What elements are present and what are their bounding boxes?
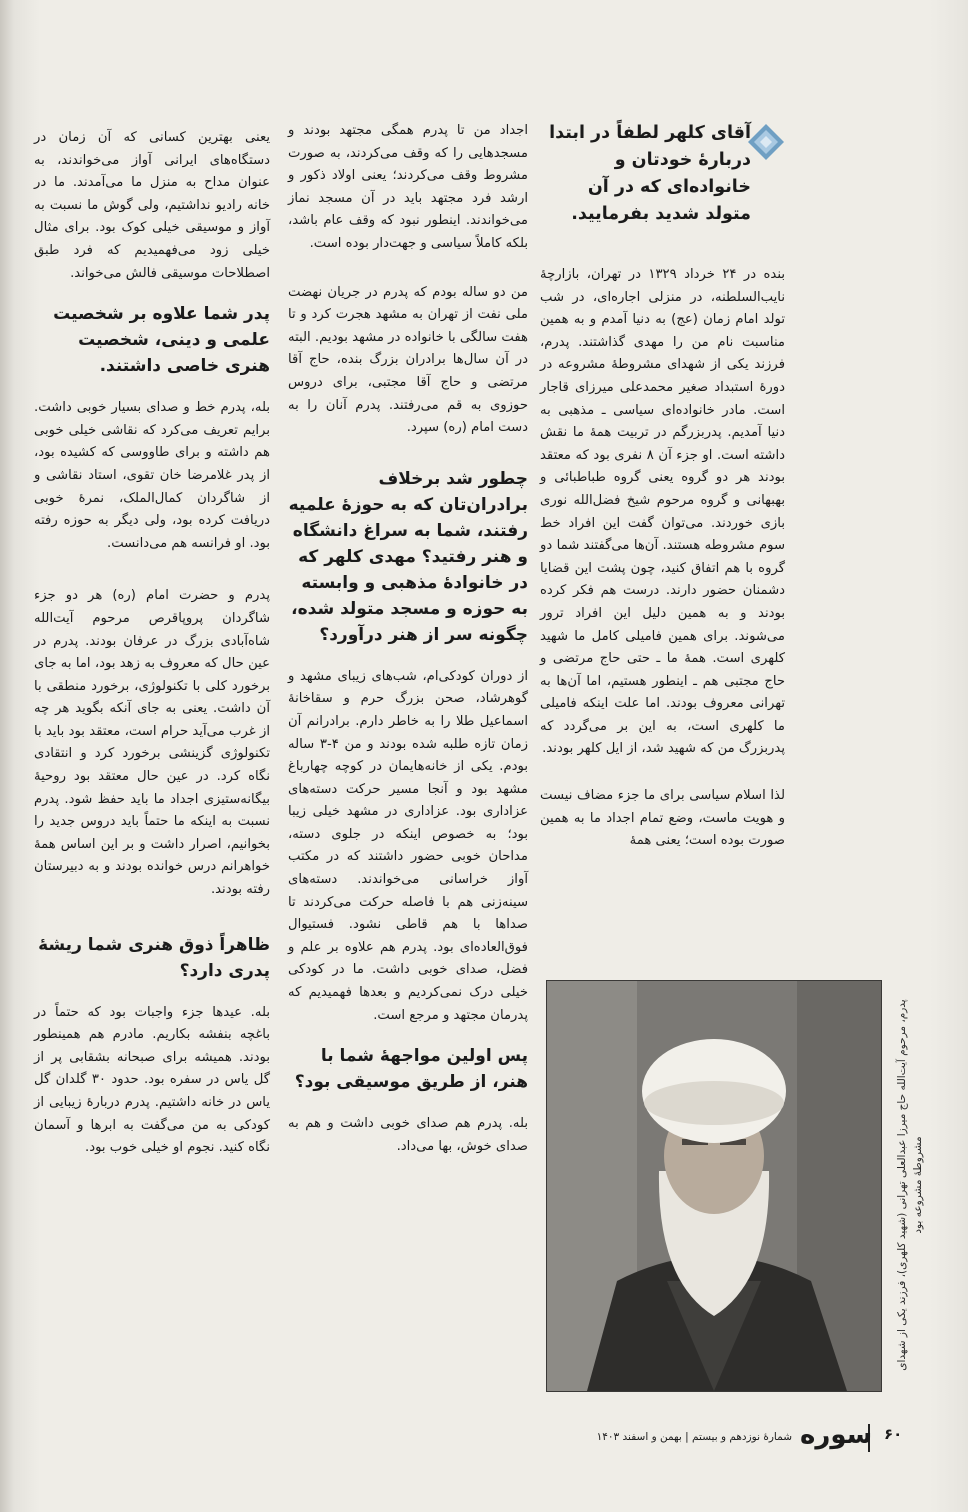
issue-info (592, 1430, 792, 1444)
answer-paragraph: اجداد من تا پدرم همگی مجتهد بودند و مسجدهایی را که وقف می‌کردند، به صورت مشروط وقف می‌کردند؛ یعنی اولاد ذکور و ارشد فرد مجتهد باید در آن مسجد نماز می‌خواندند. اینطور نبود که وقف عام باشد، بلکه کاملاً سیاسی و جهت‌دار بوده است. (288, 123, 528, 251)
portrait-photo (546, 980, 882, 1392)
question-heading-2: چطور شد برخلاف برادران‌تان که به حوزهٔ علمیه رفتند، شما به سراغ دانشگاه و هنر رفتید؟ مهدی کلهر که در خانوادهٔ مذهبی و وابسته به حوزه و مسجد متولد شده، چگونه سر از هنر درآورد؟ (288, 468, 528, 645)
answer-paragraph: یعنی بهترین کسانی که آن زمان در دستگاه‌های ایرانی آواز می‌خواندند، به عنوان مداح به منزل ما می‌آمدند. ما در خانه رادیو نداشتیم، ولی گوش ما نسبت به آواز و موسیقی خیلی کوک بود. برای مثال خیلی زود می‌فهمیدیم که فرد طبق اصطلاحات موسیقی فالش می‌خواند. (34, 130, 270, 281)
answer-paragraph: پدرم و حضرت امام (ره) هر دو جزء شاگردان پروپاقرص مرحوم آیت‌الله شاه‌آبادی بزرگ در عرفان بودند. پدرم در عین حال که معروف به زهد بود، اما به جای برخورد کلی با تکنولوژی، برخورد منطقی با آن داشت. یعنی به جای آنکه بگوید هر چه از غرب می‌آید حرام است، معتقد بود باید با تکنولوژی گزینشی برخورد کرد و انتقادی نگاه کرد. در عین حال معتقد بود روحیهٔ بیگانه‌ستیزی اجداد ما باید حفظ شود. پدرم نسبت به اینکه ما حتماً باید دروس جدید را بخوانیم، اصرار داشت و بر این اساس همهٔ خواهرانم درس خوانده بودند و به دبیرستان رفته بودند. (34, 588, 270, 898)
magazine-logo: سوره (800, 1420, 873, 1450)
column-middle (288, 120, 528, 1174)
answer-paragraph: بنده در ۲۴ خرداد ۱۳۲۹ در تهران، بازارچهٔ نایب‌السلطنه، در منزلی اجاره‌ای، در شب تولد امام زمان (عج) به دنیا آمدم و به همین مناسبت نام من را مهدی گذاشتند. پدرم، فرزند یکی از شهدای مشروطهٔ مشروعه در دورهٔ استبداد صغیر محمدعلی میرزای قاجار است. مادر خانواده‌ای سیاسی ـ مذهبی به دنیا آمدیم. پدربزرگم در تربیت همهٔ ما نقش داشته است. او جزء آن ۸ نفری بود که معتقد بودند هر دو گروه یعنی گروه طباطبائی و بهبهانی و گروه مرحوم شیخ فضل‌الله نوری بازی خوردند. می‌توان گفت این افراد خط سوم مشروطه هستند. آن‌ها می‌گفتند شما دو گروه با هم اتفاق کنید، چون پشت این قضایا دشمنان حضور دارند. درست هم فکر کرده بودند و به همین دلیل این افراد ترور می‌شوند. برای همین فامیلی کامل ما شهید کلهری است. همهٔ ما ـ حتی حاج مرتضی و حاج مجتبی هم ـ اینطور هستیم، اما آن‌ها به تهرانی معروف بودند. اما علت اینکه فامیلی ما کلهری است، به این بر می‌گردد که پدربزرگ من که شهید شد، از ایل کلهر بودند. (540, 267, 785, 757)
issue-line: شمارهٔ نوزدهم و بیستم | بهمن و اسفند ۱۴۰۳ (596, 1431, 792, 1443)
question-heading-5: ظاهراً ذوق هنری شما ریشهٔ پدری دارد؟ (38, 934, 270, 981)
answer-paragraph: بله. پدرم هم صدای خوبی داشت و هم به صدای خوش، بها می‌داد. (288, 1116, 528, 1154)
question-heading-4: پدر شما علاوه بر شخصیت علمی و دینی، شخصیت هنری خاصی داشتند. (53, 304, 270, 377)
photo-caption-text: پدرم، مرحوم آیت‌الله حاج میرزا عبدالعلی تهرانی (شهید کلهری)، فرزند یکی از شهدای مشروطهٔ مشروعه بود (896, 999, 924, 1371)
answer-paragraph: لذا اسلام سیاسی برای ما جزء مضاف نیست و هویت ماست، وضع تمام اجداد ما به همین صورت بوده است؛ یعنی همهٔ (540, 788, 785, 849)
page-number: ۶۰ (884, 1425, 903, 1443)
portrait-illustration (547, 981, 881, 1391)
answer-paragraph: من دو ساله بودم که پدرم در جریان نهضت ملی نفت از تهران به مشهد هجرت کرد و تا هفت سالگی با خانواده در مشهد بودیم. البته در آن سال‌ها برادران بزرگ بنده، حاج آقا مرتضی و حاج آقا مجتبی، برای دروس حوزوی به قم می‌رفتند. پدرم آنان را به دست امام (ره) سپرد. (288, 284, 528, 436)
question-heading-1: آقای کلهر لطفاً در ابتدا دربارهٔ خودتان و خانواده‌ای که در آن متولد شدید بفرمایید. (549, 123, 751, 224)
photo-caption (890, 985, 930, 1385)
answer-paragraph: از دوران کودکی‌ام، شب‌های زیبای مشهد و گوهرشاد، صحن بزرگ حرم و سقاخانهٔ اسماعیل طلا را به خاطر دارم. برادرانم آن زمان تازه طلبه شده بودند و من ۴-۳ ساله بودم. یکی از خانه‌هایمان در کوچه چهارباغ مشهد بود و آنجا مسیر حرکت دسته‌های عزاداری بود. عزاداری در مشهد خیلی زیبا بود؛ به خصوص اینکه در جلوی دسته، مداحان خوبی حضور داشتند که در مکتب آواز خراسانی می‌خواندند. دسته‌های سینه‌زنی هم با فاصله حرکت می‌کردند تا صداها با هم قاطی نشود. فستیوال فوق‌العاده‌ای بود. پدرم هم علاوه بر علم و فضل، صدای خوبی داشت. ما در کودکی خیلی درک نمی‌کردیم و بعدها فهمیدیم که پدرمان مجتهد و مرجع است. (288, 668, 528, 1023)
question-heading-3: پس اولین مواجههٔ شما با هنر، از طریق موسیقی بود؟ (294, 1046, 528, 1093)
column-right (540, 120, 785, 869)
answer-paragraph: بله. عیدها جزء واجبات بود که حتماً در باغچه بنفشه بکاریم. مادرم هم همینطور بودند. همیشه برای صبحانه بشقابی پر از گل یاس در سفره بود. حدود ۳۰ گلدان گل یاس در خانه داشتیم. پدرم دربارهٔ زیبایی از کودکی به من می‌گفت به ابرها و آسمان نگاه کنید. نجوم او خیلی خوب بود. (34, 1004, 270, 1156)
answer-paragraph: بله، پدرم خط و صدای بسیار خوبی داشت. برایم تعریف می‌کرد که نقاشی خیلی خوبی هم داشته و برای طاووسی که کشیده بود، از پدر غلامرضا خان تقوی، استاد نقاشی و از شاگردان کمال‌الملک، نمرهٔ خوبی دریافت کرده بود، ولی دیگر به حوزه رفته بود. او فرانسه هم می‌دانست. (34, 400, 270, 551)
column-left (34, 127, 270, 1176)
